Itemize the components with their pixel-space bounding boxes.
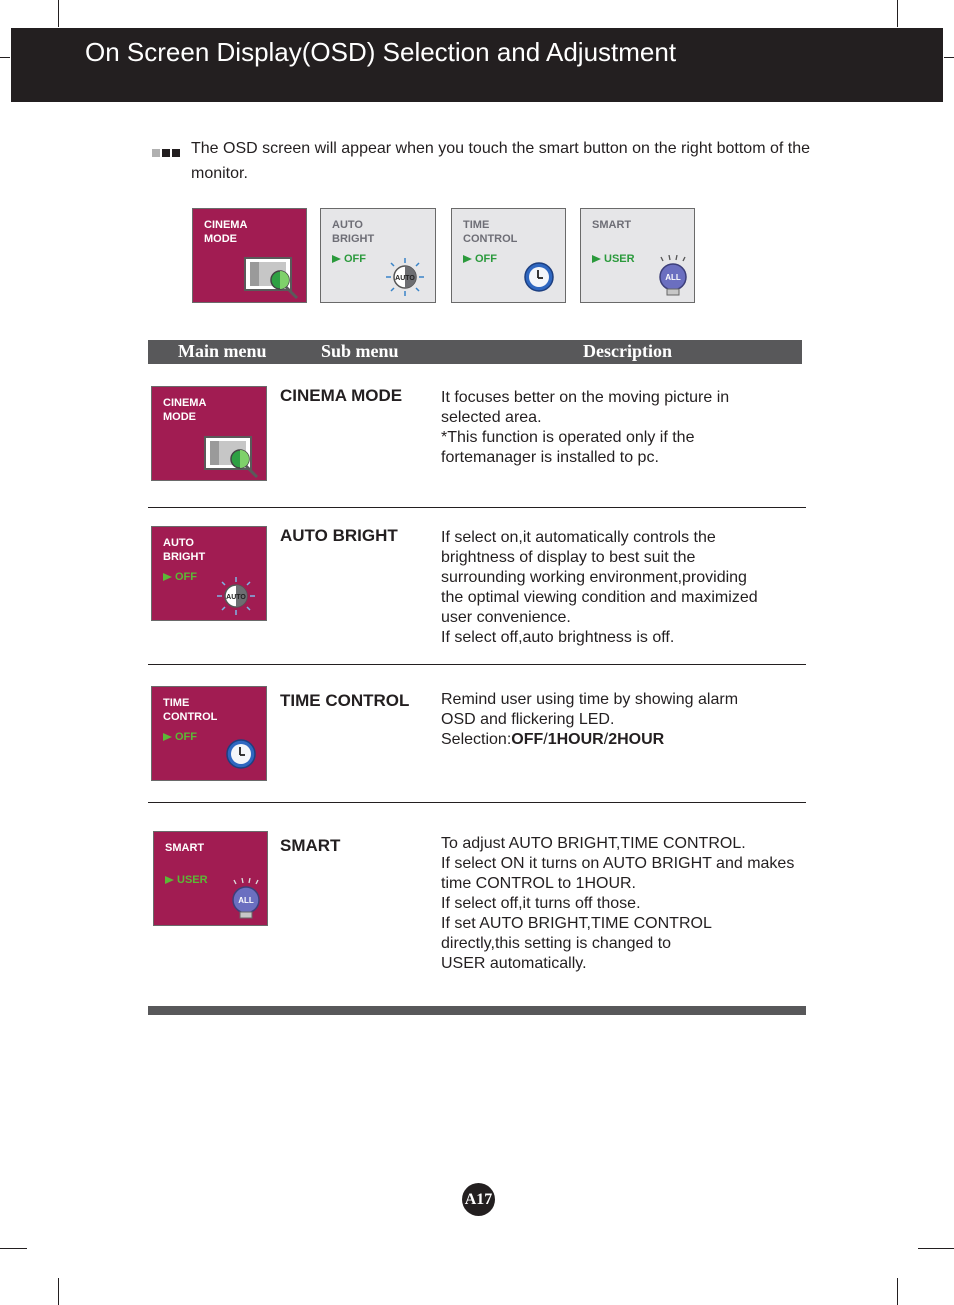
sub-menu-auto-bright: AUTO BRIGHT <box>280 526 398 545</box>
menu-tile-status <box>163 570 197 584</box>
description-line: the optimal viewing condition and maximized <box>441 589 758 606</box>
row-divider <box>148 507 806 508</box>
osd-tile-status-text: OFF <box>475 253 497 265</box>
bullet-squares <box>152 144 182 162</box>
menu-tile-status-text: OFF <box>175 731 197 743</box>
osd-tile-label: AUTO BRIGHT <box>332 219 375 245</box>
osd-tile-status-text: USER <box>604 253 635 265</box>
description-auto-bright <box>441 528 758 648</box>
osd-tile-auto-bright[interactable] <box>320 208 436 303</box>
auto-brightness-icon <box>385 257 425 297</box>
menu-tile-label: TIME CONTROL <box>163 697 218 723</box>
description-line: surrounding working environment,providing <box>441 569 747 586</box>
page-number: A17 <box>462 1183 495 1216</box>
selection-separator: / <box>603 731 609 748</box>
sub-menu-time-control: TIME CONTROL <box>280 691 410 710</box>
clock-icon <box>522 259 556 293</box>
osd-tile-status <box>592 252 635 266</box>
sub-menu-smart: SMART <box>280 836 341 855</box>
description-time-control <box>441 690 738 750</box>
description-line: *This function is operated only if the <box>441 429 695 446</box>
crop-mark <box>897 1278 898 1305</box>
selection-prefix: Selection: <box>441 731 512 748</box>
description-smart <box>441 834 794 974</box>
description-line: brightness of display to best suit the <box>441 549 696 566</box>
menu-tile-status-text: USER <box>177 874 208 886</box>
crop-mark <box>58 0 59 27</box>
menu-tile-label: SMART <box>165 842 205 854</box>
description-line: user convenience. <box>441 609 571 626</box>
description-line: If select ON it turns on AUTO BRIGHT and makes <box>441 855 795 872</box>
header-main-menu: Main menu <box>178 341 267 361</box>
crop-mark <box>918 1248 954 1249</box>
osd-tile-cinema-mode[interactable] <box>192 208 307 303</box>
table-bottom-bar <box>148 1006 806 1015</box>
menu-tile-smart[interactable] <box>153 831 268 926</box>
header-description: Description <box>583 341 672 361</box>
crop-mark <box>58 1278 59 1305</box>
description-line: OSD and flickering LED. <box>441 711 615 728</box>
menu-tile-status <box>165 873 208 887</box>
cinema-magnifier-icon <box>243 256 305 300</box>
description-line: time CONTROL to 1HOUR. <box>441 875 636 892</box>
osd-tile-time-control[interactable] <box>451 208 566 303</box>
crop-mark <box>0 1248 27 1249</box>
menu-tile-label: CINEMA MODE <box>163 397 207 423</box>
osd-tile-label: SMART <box>592 219 632 231</box>
sub-menu-cinema-mode: CINEMA MODE <box>280 386 403 405</box>
selection-option-off: OFF <box>511 731 544 748</box>
osd-tile-smart[interactable] <box>580 208 695 303</box>
menu-tile-time-control[interactable] <box>151 686 267 781</box>
description-line: If select off,it turns off those. <box>441 895 641 912</box>
osd-tile-label: TIME CONTROL <box>463 219 518 245</box>
crop-mark <box>0 57 10 58</box>
description-cinema-mode <box>441 388 729 468</box>
description-line: If set AUTO BRIGHT,TIME CONTROL <box>441 915 712 932</box>
osd-tile-status <box>463 252 497 266</box>
page-title: On Screen Display(OSD) Selection and Adjustment <box>85 37 677 67</box>
auto-brightness-icon <box>216 576 256 616</box>
cinema-magnifier-icon <box>203 435 265 479</box>
menu-tile-cinema-mode[interactable] <box>151 386 267 481</box>
play-arrow-icon <box>463 255 472 263</box>
description-line: selected area. <box>441 409 542 426</box>
selection-option-2hour: 2HOUR <box>608 731 665 748</box>
play-arrow-icon <box>332 255 341 263</box>
description-line: If select on,it automatically controls the <box>441 529 716 546</box>
description-line: directly,this setting is changed to <box>441 935 672 952</box>
selection-option-1hour: 1HOUR <box>547 731 604 748</box>
menu-tile-status <box>163 730 197 744</box>
description-line: If select off,auto brightness is off. <box>441 629 675 646</box>
selection-line <box>441 730 738 750</box>
play-arrow-icon <box>165 876 174 884</box>
intro-paragraph <box>191 136 831 186</box>
description-line: fortemanager is installed to pc. <box>441 449 659 466</box>
play-arrow-icon <box>163 733 172 741</box>
play-arrow-icon <box>592 255 601 263</box>
bulb-all-icon <box>655 255 691 299</box>
crop-mark <box>944 57 954 58</box>
auto-icon-text: AUTO <box>226 594 246 601</box>
selection-separator: / <box>543 731 548 748</box>
auto-icon-text: AUTO <box>395 275 415 282</box>
osd-tile-label: CINEMA MODE <box>204 219 248 245</box>
intro-line: monitor. <box>191 165 248 182</box>
header-sub-menu: Sub menu <box>321 341 399 361</box>
row-divider <box>148 802 806 803</box>
menu-tile-status-text: OFF <box>175 571 197 583</box>
menu-tile-auto-bright[interactable] <box>151 526 267 621</box>
all-icon-text: ALL <box>665 273 681 282</box>
table-header <box>148 340 802 364</box>
osd-tile-status-text: OFF <box>344 253 366 265</box>
description-line: USER automatically. <box>441 955 587 972</box>
bulb-all-icon <box>228 878 264 922</box>
play-arrow-icon <box>163 573 172 581</box>
clock-icon <box>224 736 258 770</box>
description-line: To adjust AUTO BRIGHT,TIME CONTROL. <box>441 835 746 852</box>
crop-mark <box>897 0 898 27</box>
menu-tile-label: AUTO BRIGHT <box>163 537 206 563</box>
row-divider <box>148 664 806 665</box>
description-line: It focuses better on the moving picture in <box>441 389 730 406</box>
intro-line: The OSD screen will appear when you touch the smart button on the right bottom of the <box>191 140 811 157</box>
description-line: Remind user using time by showing alarm <box>441 691 739 708</box>
all-icon-text: ALL <box>238 896 254 905</box>
osd-tile-status <box>332 252 366 266</box>
